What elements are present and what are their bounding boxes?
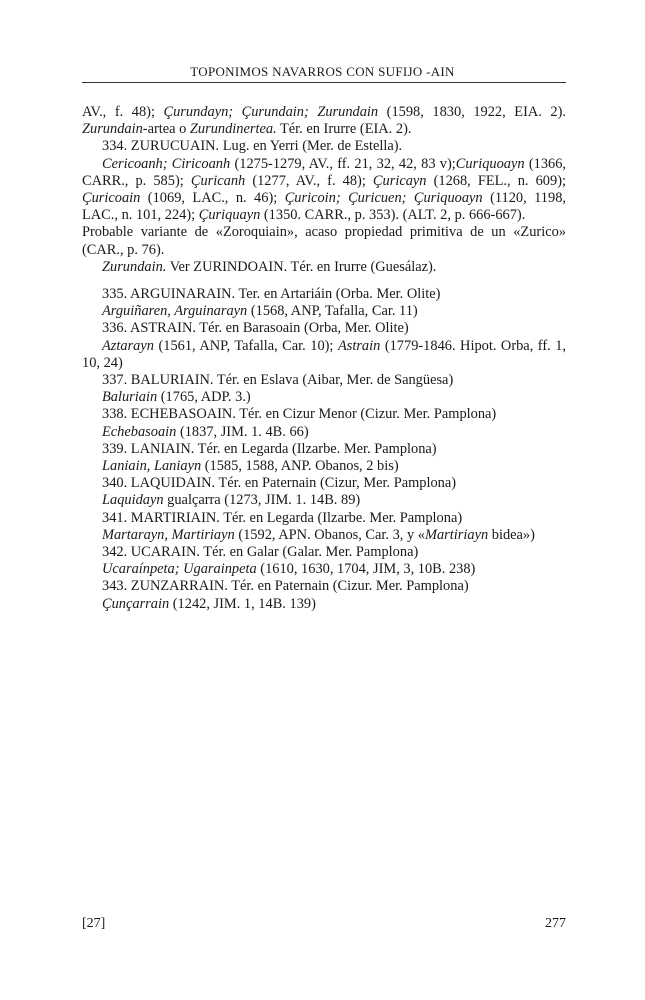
italic-run: Martiriayn [425, 526, 489, 543]
entry-337-forms [82, 389, 566, 406]
italic-run: Laquidayn [102, 492, 164, 509]
text-run: (1568, ANP, Tafalla, Car. 11) [247, 303, 418, 320]
text-run: 342. UCARAIN. Tér. en Galar (Galar. Mer. Pamplona) [102, 544, 419, 561]
entry-339-heading [82, 441, 566, 458]
entry-340-forms [82, 492, 566, 509]
italic-run: Çuricoin; Çuricuen; Çuriquoayn [284, 190, 483, 207]
page-number: 277 [545, 916, 566, 931]
section-gap [82, 276, 566, 286]
entry-337-heading [82, 372, 566, 389]
paragraph-1 [82, 104, 566, 138]
entry-343-heading [82, 578, 566, 595]
entry-334-heading [82, 138, 566, 155]
italic-run: Çuricanh [190, 172, 246, 189]
text-run: (1837, JIM. 1. 4B. 66) [176, 423, 309, 440]
text-run: -artea o [142, 121, 190, 138]
entry-339-forms [82, 458, 566, 475]
entry-336-forms [82, 338, 566, 372]
entry-336-heading [82, 320, 566, 337]
text-run: (1561, ANP, Tafalla, Car. 10); [153, 337, 338, 354]
text-run: 334. ZURUCUAIN. Lug. en Yerri (Mer. de Estella). [102, 138, 403, 155]
text-run: 336. ASTRAIN. Tér. en Barasoain (Orba, Mer. Olite) [102, 320, 409, 337]
entry-338-heading [82, 406, 566, 423]
italic-run: Arguiñaren, Arguinarayn [102, 303, 248, 320]
italic-run: Zurundain. [102, 258, 167, 275]
zurundain-cross-reference [82, 259, 566, 276]
entry-334-forms [82, 156, 566, 225]
text-run: 335. ARGUINARAIN. Ter. en Artariáin (Orba. Mer. Olite) [102, 286, 441, 303]
italic-run: Çunçarrain [102, 595, 170, 612]
text-run: (1242, JIM. 1, 14B. 139) [169, 595, 316, 612]
italic-run: Laniain, Laniayn [102, 458, 202, 475]
italic-run: Cericoanh; Ciricoanh [102, 155, 231, 172]
text-run: 337. BALURIAIN. Tér. en Eslava (Aibar, Mer. de Sangüesa) [102, 372, 454, 389]
text-run: 341. MARTIRIAIN. Tér. en Legarda (Ilzarbe. Mer. Pamplona) [102, 509, 463, 526]
entry-341-forms [82, 527, 566, 544]
text-run: (1779-1846. Hipot. Orba, ff. 1, 10, 24) [82, 337, 566, 371]
text-run: 339. LANIAIN. Tér. en Legarda (Ilzarbe. Mer. Pamplona) [102, 440, 437, 457]
text-run: (1268, FEL., n. 609); [426, 172, 566, 189]
italic-run: Curiquoayn [455, 155, 525, 172]
header-rule [82, 82, 566, 83]
text-run: (1598, 1830, 1922, EIA. 2). [378, 104, 566, 120]
section-marker: [27] [82, 916, 106, 931]
body-text [82, 104, 566, 613]
italic-run: Baluriain [102, 389, 158, 406]
text-run: 340. LAQUIDAIN. Tér. en Paternain (Cizur, Mer. Pamplona) [102, 475, 457, 492]
entry-342-forms [82, 561, 566, 578]
text-run: (1592, APN. Obanos, Car. 3, y « [234, 526, 425, 543]
text-run: (1275-1279, AV., ff. 21, 32, 42, 83 v); [230, 155, 456, 172]
running-title: TOPONIMOS NAVARROS CON SUFIJO -AIN [190, 64, 455, 79]
text-run: Ver ZURINDOAIN. Tér. en Irurre (Guesálaz). [166, 258, 437, 275]
entry-335-heading [82, 286, 566, 303]
italic-run: Zurundinertea. [189, 121, 277, 138]
italic-run: Çuriquayn [198, 207, 261, 224]
text-run: 338. ECHEBASOAIN. Tér. en Cizur Menor (Cizur. Mer. Pamplona) [102, 406, 497, 423]
text-run: (1120, 1198, LAC., n. 101, 224); [82, 190, 566, 224]
italic-run: Ucaraínpeta; Ugarainpeta [102, 561, 257, 578]
italic-run: Echebasoain [102, 423, 177, 440]
italic-run: Çuricayn [372, 172, 427, 189]
entry-343-forms [82, 596, 566, 613]
entry-338-forms [82, 424, 566, 441]
italic-run: Çuricoain [82, 190, 141, 207]
text-run: 343. ZUNZARRAIN. Tér. en Paternain (Cizur. Mer. Pamplona) [102, 578, 469, 595]
entry-335-forms [82, 303, 566, 320]
text-run: bidea») [488, 526, 535, 543]
text-run: Probable variante de «Zoroquiain», acaso propiedad primitiva de un «Zurico» (CAR., p. 76). [82, 224, 566, 258]
text-run: (1069, LAC., n. 46); [140, 190, 285, 207]
italic-run: Zurundain [82, 121, 143, 138]
text-run: (1610, 1630, 1704, JIM, 3, 10B. 238) [256, 561, 476, 578]
text-run: (1585, 1588, ANP. Obanos, 2 bis) [201, 458, 399, 475]
entry-334-note [82, 224, 566, 258]
entry-341-heading [82, 510, 566, 527]
text-run: Tér. en Irurre (EIA. 2). [276, 121, 412, 138]
text-run: (1277, AV., f. 48); [245, 172, 373, 189]
text-run: (1765, ADP. 3.) [157, 389, 251, 406]
text-run: (1350. CARR., p. 353). (ALT. 2, p. 666-667). [260, 207, 526, 224]
entry-340-heading [82, 475, 566, 492]
text-run: AV., f. 48); [82, 104, 164, 120]
italic-run: Çurundayn; Çurundain; Zurundain [163, 104, 379, 120]
text-run: gualçarra (1273, JIM. 1. 14B. 89) [163, 492, 361, 509]
italic-run: Astrain [337, 337, 381, 354]
text-run: (1366, CARR., p. 585); [82, 155, 566, 189]
italic-run: Martarayn, Martiriayn [102, 526, 235, 543]
italic-run: Aztarayn [102, 337, 154, 354]
entry-342-heading [82, 544, 566, 561]
